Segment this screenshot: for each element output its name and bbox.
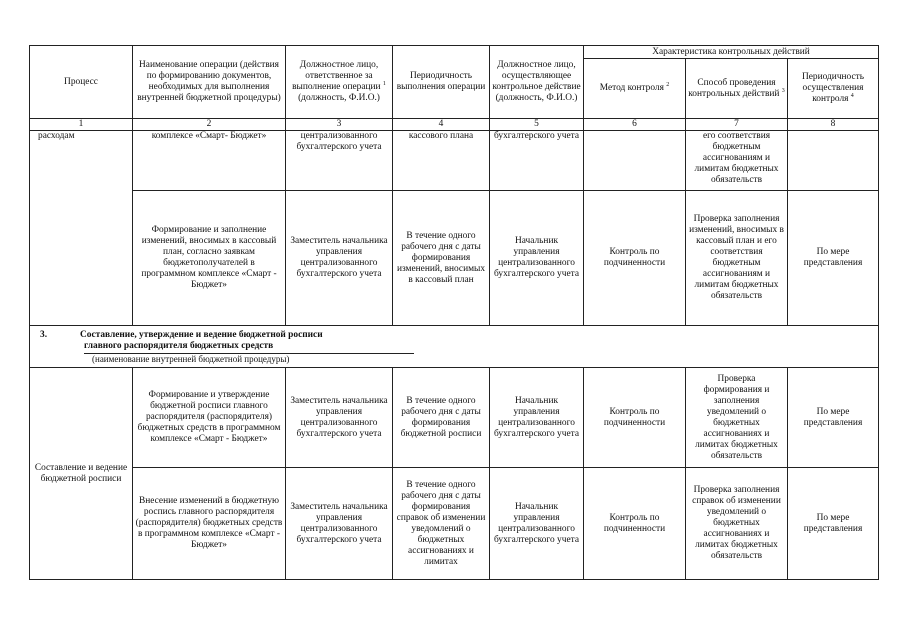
responsible-cell: Заместитель начальника управления централизованного бухгалтерского учета [286, 468, 393, 580]
col-header-way [686, 59, 788, 119]
operation-cell: Внесение изменений в бюджетную роспись главного распорядителя (распорядителя) бюджетных средств в программном комплексе «Смарт - Бюджет» [133, 468, 286, 580]
table-row [30, 191, 879, 326]
footnote-1-marker: 1 [382, 80, 386, 87]
section-title-line1: Составление, утверждение и ведение бюджетной росписи [80, 330, 323, 340]
controller-cell: Начальник управления централизованного бухгалтерского учета [490, 191, 584, 326]
ctrl-period-cell [788, 131, 879, 191]
way-cell: Проверка заполнения изменений, вносимых в кассовый план и его соответствия бюджетным ассигнованиям и лимитам бюджетных обязательств [686, 191, 788, 326]
periodicity-cell: кассового плана [393, 131, 490, 191]
ctrl-period-cell: По мере представления [788, 368, 879, 468]
operation-cell: Формирование и заполнение изменений, вносимых в кассовый план, согласно заявкам бюджетополучателей в программном комплексе «Смарт - Бюджет» [133, 191, 286, 326]
periodicity-cell: В течение одного рабочего дня с даты формирования справок об изменении уведомлений о бюджетных ассигнованиях и лимитах [393, 468, 490, 580]
way-cell: Проверка формирования и заполнения уведомлений о бюджетных ассигнованиях и лимитах бюджетных обязательств [686, 368, 788, 468]
section-caption: (наименование внутренней бюджетной процедуры) [92, 354, 290, 364]
col-header-ctrl-period [788, 59, 879, 119]
responsible-cell: централизованного бухгалтерского учета [286, 131, 393, 191]
way-cell: Проверка заполнения справок об изменении уведомлений о бюджетных ассигнованиях и лимитах бюджетных обязательств [686, 468, 788, 580]
method-cell: Контроль по подчиненности [584, 368, 686, 468]
method-cell: Контроль по подчиненности [584, 468, 686, 580]
col-header-operation: Наименование операции (действия по формированию документов, необходимых для выполнения внутренней бюджетной процедуры) [133, 46, 286, 119]
controller-cell: Начальник управления централизованного бухгалтерского учета [490, 368, 584, 468]
periodicity-cell: В течение одного рабочего дня с даты формирования бюджетной росписи [393, 368, 490, 468]
process-cell: расходам [30, 131, 133, 326]
controller-cell: Начальник управления централизованного бухгалтерского учета [490, 468, 584, 580]
col-header-method-text: Метод контроля [599, 83, 664, 93]
table-row [30, 131, 879, 191]
method-cell: Контроль по подчиненности [584, 191, 686, 326]
section-row [30, 326, 879, 368]
footnote-4-marker: 4 [850, 92, 854, 99]
col-header-control-group: Характеристика контрольных действий [584, 46, 879, 59]
col-number: 4 [393, 119, 490, 131]
table-row [30, 468, 879, 580]
ctrl-period-cell: По мере представления [788, 468, 879, 580]
col-header-periodicity: Периодичность выполнения операции [393, 46, 490, 119]
responsible-cell: Заместитель начальника управления централизованного бухгалтерского учета [286, 368, 393, 468]
col-header-controller: Должностное лицо, осуществляющее контрольное действие (должность, Ф.И.О.) [490, 46, 584, 119]
col-header-way-text: Способ проведения контрольных действий [688, 77, 780, 99]
col-header-ctrl-period-text: Периодичность осуществления контроля [801, 72, 865, 104]
col-number: 7 [686, 119, 788, 131]
column-number-row [30, 119, 879, 131]
section-number: 3. [40, 330, 48, 340]
col-header-method [584, 59, 686, 119]
ctrl-period-cell: По мере представления [788, 191, 879, 326]
operation-cell: комплексе «Смарт- Бюджет» [133, 131, 286, 191]
col-number: 3 [286, 119, 393, 131]
section-title-line2: главного распорядителя бюджетных средств [84, 341, 414, 354]
col-header-process: Процесс [30, 46, 133, 119]
operation-cell: Формирование и утверждение бюджетной росписи главного распорядителя (распорядителя) бюджетных средств в программном комплексе «Смарт - Бюджет» [133, 368, 286, 468]
control-table [29, 45, 879, 580]
periodicity-cell: В течение одного рабочего дня с даты формирования изменений, вносимых в кассовый план [393, 191, 490, 326]
col-number: 5 [490, 119, 584, 131]
header-row-1 [30, 46, 879, 59]
way-cell: его соответствия бюджетным ассигнованиям и лимитам бюджетных обязательств [686, 131, 788, 191]
footnote-3-marker: 3 [781, 87, 785, 94]
table-row [30, 368, 879, 468]
col-number: 1 [30, 119, 133, 131]
col-header-responsible-text: Должностное лицо, ответственное за выполнение операции [292, 60, 381, 92]
footnote-2-marker: 2 [666, 81, 670, 88]
col-number: 2 [133, 119, 286, 131]
controller-cell: бухгалтерского учета [490, 131, 584, 191]
method-cell [584, 131, 686, 191]
col-header-responsible [286, 46, 393, 119]
col-header-responsible-suffix: (должность, Ф.И.О.) [298, 93, 380, 103]
col-number: 6 [584, 119, 686, 131]
responsible-cell: Заместитель начальника управления централизованного бухгалтерского учета [286, 191, 393, 326]
section-header [30, 326, 879, 368]
col-number: 8 [788, 119, 879, 131]
process-cell: Составление и ведение бюджетной росписи [30, 368, 133, 580]
